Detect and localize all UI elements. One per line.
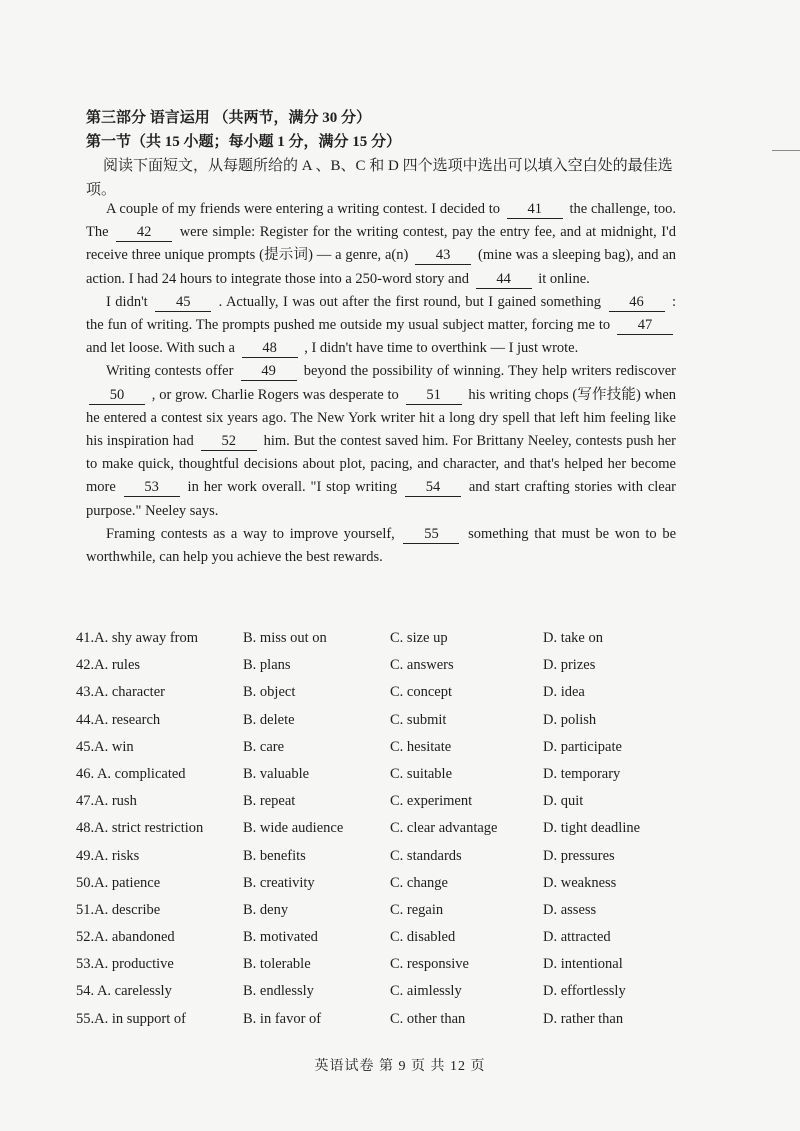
option-a: 49.A. risks [76, 847, 140, 864]
option-a: 46. A. complicated [76, 765, 186, 782]
page-footer: 英语试卷 第 9 页 共 12 页 [314, 1059, 486, 1074]
option-d: D. polish [543, 711, 597, 728]
passage-text: it online. [538, 270, 590, 287]
blank-44: 44 [476, 271, 532, 289]
passage-text: Framing contests as a way to improve yourself, [106, 525, 395, 542]
question-51-options [76, 902, 696, 929]
option-c: C. change [390, 874, 448, 891]
question-44-options [76, 712, 696, 739]
option-c: C. standards [390, 847, 462, 864]
option-a: 54. A. carelessly [76, 983, 172, 1000]
option-b: B. delete [243, 711, 295, 728]
part-heading: 第三部分 语言运用 （共两节，满分 30 分） [86, 110, 372, 126]
blank-43: 43 [415, 247, 471, 265]
option-c: C. disabled [390, 929, 456, 946]
option-b: B. wide audience [243, 820, 344, 837]
blank-53: 53 [124, 479, 180, 497]
passage-text: . Actually, I was out after the first round, but I gained something [218, 293, 602, 310]
option-c: C. submit [390, 711, 447, 728]
passage-text: were simple: Register for the writing contest, pay the entry fee, and at midnight, I'd receive three unique prompts (提示词) — a genre, a(n) [86, 224, 676, 264]
passage-text: Writing contests offer [106, 363, 234, 380]
passage-text: , or grow. Charlie Rogers was desperate to [151, 386, 399, 403]
question-46-options [76, 766, 696, 793]
option-b: B. motivated [243, 929, 318, 946]
option-d: D. weakness [543, 874, 617, 891]
option-a: 42.A. rules [76, 657, 141, 674]
passage-text: and start crafting stories with clear purpose." Neeley says. [86, 479, 676, 519]
option-b: B. object [243, 684, 296, 701]
passage-text: A couple of my friends were entering a writing contest. I decided to [106, 201, 500, 217]
option-c: C. aimlessly [390, 983, 462, 1000]
option-b: B. tolerable [243, 956, 311, 973]
passage-paragraph-2 [86, 291, 676, 361]
option-b: B. plans [243, 657, 291, 674]
passage-text: his writing chops (写作技能) when he entered a contest six years ago. The New York writer hit a long dry spell that left him feeling like his inspiration had [86, 386, 677, 450]
question-42-options [76, 657, 696, 684]
option-b: B. repeat [243, 793, 296, 810]
option-d: D. tight deadline [543, 820, 641, 837]
blank-52: 52 [201, 433, 257, 451]
option-b: B. valuable [243, 765, 310, 782]
question-55-options [76, 1011, 696, 1038]
option-a: 53.A. productive [76, 956, 174, 973]
question-50-options [76, 875, 696, 902]
question-41-options [76, 630, 696, 657]
section-heading: 第一节（共 15 小题；每小题 1 分，满分 15 分） [86, 134, 402, 150]
option-c: C. responsive [390, 956, 469, 973]
passage-paragraph-3 [86, 360, 676, 522]
passage-paragraph-1 [86, 198, 676, 291]
passage-paragraph-4 [86, 523, 676, 569]
option-c: C. size up [390, 630, 448, 646]
passage-text: , I didn't have time to overthink — I just wrote. [304, 340, 579, 357]
option-a: 50.A. patience [76, 874, 161, 891]
blank-54: 54 [405, 479, 461, 497]
question-43-options [76, 684, 696, 711]
option-c: C. experiment [390, 793, 473, 810]
option-a: 44.A. research [76, 711, 161, 728]
passage-text: I didn't [106, 293, 148, 310]
option-a: 55.A. in support of [76, 1010, 186, 1027]
blank-49: 49 [241, 363, 297, 381]
passage-text: (mine was a sleeping bag), and an action. I had 24 hours to integrate those into a 250-word story and [86, 247, 677, 287]
option-d: D. effortlessly [543, 983, 626, 1000]
option-d: D. idea [543, 684, 585, 701]
option-d: D. attracted [543, 929, 611, 946]
option-d: D. assess [543, 901, 597, 918]
edge-mark [772, 150, 800, 151]
option-b: B. miss out on [243, 630, 327, 646]
question-49-options [76, 848, 696, 875]
option-a: 51.A. describe [76, 901, 161, 918]
option-c: C. other than [390, 1010, 466, 1027]
blank-55: 55 [403, 526, 459, 544]
answer-options [76, 630, 696, 1038]
option-c: C. clear advantage [390, 820, 498, 837]
cloze-passage [86, 198, 676, 569]
passage-text: and let loose. With such a [86, 340, 235, 357]
option-d: D. rather than [543, 1010, 624, 1027]
option-c: C. answers [390, 657, 454, 674]
blank-47: 47 [617, 317, 673, 335]
option-a: 45.A. win [76, 738, 134, 755]
passage-text: beyond the possibility of winning. They help writers rediscover [303, 363, 676, 380]
passage-text: in her work overall. "I stop writing [187, 479, 398, 496]
blank-46: 46 [609, 294, 665, 312]
instruction-text: 阅读下面短文，从每题所给的 A 、B、C 和 D 四个选项中选出可以填入空白处的最佳选项。 [86, 158, 673, 198]
option-b: B. benefits [243, 847, 306, 864]
option-d: D. intentional [543, 956, 623, 973]
passage-text: something that must be won to be worthwhile, can help you achieve the best rewards. [86, 525, 677, 566]
blank-45: 45 [155, 294, 211, 312]
option-c: C. hesitate [390, 738, 452, 755]
option-b: B. endlessly [243, 983, 314, 1000]
option-a: 43.A. character [76, 684, 165, 701]
option-b: B. creativity [243, 874, 315, 891]
option-c: C. regain [390, 901, 444, 918]
passage-text: : the fun of writing. The prompts pushed me outside my usual subject matter, forcing me to [86, 293, 677, 334]
option-d: D. take on [543, 630, 603, 646]
question-47-options [76, 793, 696, 820]
option-b: B. care [243, 738, 285, 755]
option-d: D. pressures [543, 847, 615, 864]
blank-42: 42 [116, 224, 172, 242]
blank-48: 48 [242, 340, 298, 358]
question-45-options [76, 739, 696, 766]
question-53-options [76, 956, 696, 983]
passage-text: the challenge, too. The [86, 201, 677, 241]
option-b: B. deny [243, 901, 289, 918]
option-d: D. prizes [543, 657, 596, 674]
option-d: D. temporary [543, 765, 621, 782]
option-c: C. suitable [390, 765, 453, 782]
option-a: 48.A. strict restriction [76, 820, 204, 837]
passage-text: him. But the contest saved him. For Brittany Neeley, contests push her to make quick, thoughtful decisions about plot, pacing, and character, and that's helped her become more [86, 433, 676, 496]
option-a: 41.A. shy away from [76, 630, 199, 646]
question-52-options [76, 929, 696, 956]
question-54-options [76, 983, 696, 1010]
blank-51: 51 [406, 387, 462, 405]
option-d: D. participate [543, 738, 622, 755]
blank-41: 41 [507, 201, 563, 219]
question-48-options [76, 820, 696, 847]
option-b: B. in favor of [243, 1010, 322, 1027]
option-a: 52.A. abandoned [76, 929, 175, 946]
option-a: 47.A. rush [76, 793, 137, 810]
option-c: C. concept [390, 684, 453, 701]
blank-50: 50 [89, 387, 145, 405]
option-d: D. quit [543, 793, 584, 810]
